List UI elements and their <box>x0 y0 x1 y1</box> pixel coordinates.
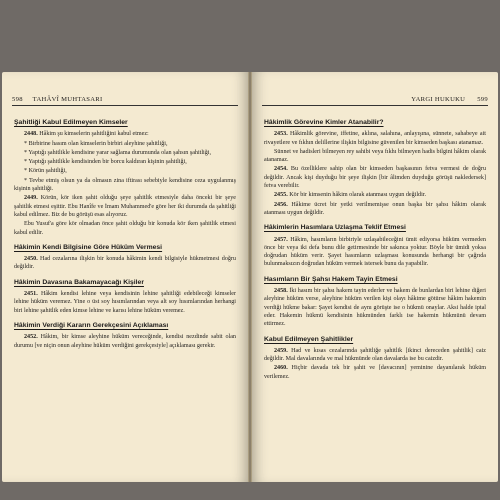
running-head-left: TAHÂVÎ MUHTASARI <box>32 96 103 103</box>
paragraph-text: Hâkim, bir kimse aleyhine hüküm vereceğinde, kendisi nezdinde sabit olan durumu [ve niçin onun aleyhine hüküm verdiğini gerekçesiyle] açıklaması gerekir. <box>14 334 236 349</box>
paragraph <box>264 364 486 381</box>
paragraph-text: Körün, kör iken şahit olduğu şeye şahitlik etmesiyle daha önceki bir şeye şahitlik etmesi eşittir. Ebu Hanîfe ve İmam Muhammed'e göre her iki durumda da şahitliği kabul edilmez. Biz de bu görüşü esas alıyoruz. <box>14 195 236 218</box>
paragraph-text: Had cezalarına ilişkin bir konuda hâkimin kendi bilgisiyle hükmetmesi doğru değildir. <box>14 256 236 271</box>
paragraph-text: Hâkime ücret bir yetki verilmemişse onun başka bir şahsı hâkim olarak atanması uygun değildir. <box>264 201 487 216</box>
paragraph <box>14 177 236 194</box>
paragraph-number: 2455. <box>274 192 288 199</box>
paragraph <box>14 158 236 166</box>
paragraph-text: İki hasım bir şahsı hakem tayin ederler ve hakem de bunlardan biri lehine diğeri aleyhine hüküm verse, aleyhine hüküm verilen kişi olayı hâkime götürse hâkim hakemin verdiği hükme bakar: Şayet kendisi de aynı görüşte ise o hükmü onaylar. Aksi halde iptal eder. Hakemin hükmü kendisinin hükmünden farklı ise hakemin hükmünü devam ettirmez. <box>264 288 486 328</box>
running-head-right: YARGI HUKUKU <box>411 96 466 103</box>
paragraph-number: 2453. <box>274 131 288 138</box>
paragraph-text: Ebu Yusuf'a göre kör olmadan önce şahit olduğu bir konuda kör iken şahitlik etmesi kabul edilir. <box>14 221 236 236</box>
paragraph <box>14 140 236 148</box>
page-number-left: 598 <box>12 96 23 103</box>
paragraph-number: 2458. <box>274 288 288 295</box>
paragraph-text: Sünnet ve hadisleri bilmeyen rey sahibi veya fıkhı bilmeyen hadis bilgini hâkim olarak atanamaz. <box>264 148 486 164</box>
paragraph <box>14 130 236 138</box>
paragraph-text: * Yaptığı şahitlikle kendisinden bir borcu kaldıran kişinin şahitliği, <box>24 159 187 166</box>
open-book <box>2 72 498 492</box>
paragraph <box>264 130 486 147</box>
paragraph <box>14 220 236 237</box>
paragraph <box>14 167 236 175</box>
paragraph-text: * Tevbe etmiş olsun ya da olmasın zina iftirası sebebiyle kendisine ceza uygulanmış kişinin şahitliği. <box>14 177 236 193</box>
paragraph-number: 2460. <box>274 365 288 372</box>
paragraph-text: Hâkimlik görevine, iffetine, aklına, salahına, anlayışına, sünnete, sahabeye ait rivayetlere ve fıkhın delillerine ilişkin bilgisine güvenilen bir kimseden başkası atanamaz. <box>264 131 486 146</box>
header-rule-left <box>12 105 238 106</box>
paragraph-number: 2450. <box>24 256 38 263</box>
paragraph <box>264 236 486 269</box>
paragraph-number: 2456. <box>274 201 288 208</box>
section-heading: Hâkimin Davasına Bakamayacağı Kişiler <box>14 278 144 286</box>
paragraph <box>264 347 486 364</box>
section-heading: Hâkimin Kendi Bilgisine Göre Hüküm Vermesi <box>14 243 163 251</box>
paragraph-text: Kör bir kimsenin hâkim olarak atanması uygun değildir. <box>289 192 426 199</box>
section-heading: Kabul Edilmeyen Şahitlikler <box>264 335 354 343</box>
left-page <box>2 72 248 482</box>
paragraph-text: Hâkim kendisi lehine veya kendisinin lehine şahitliği edebileceği kimseler lehine hüküm veremez. Yine o üst soy hısımlarından veya alt soy hısımlarından herhangi biri lehine şahitlik eden kimse lehine ve karısı lehine hüküm veremez. <box>14 291 236 314</box>
right-running-head <box>262 96 488 103</box>
paragraph <box>264 191 486 199</box>
paragraph <box>264 201 486 218</box>
section-heading: Şahitliği Kabul Edilmeyen Kimseler <box>14 119 128 126</box>
right-page-content <box>264 112 486 382</box>
paragraph-number: 2454. <box>274 166 288 173</box>
paragraph-number: 2457. <box>274 236 288 243</box>
paragraph <box>264 165 486 190</box>
page-number-right: 599 <box>477 96 488 103</box>
paragraph-text: * Birbirine hasım olan kimselerin birbiri aleyhine şahitliği, <box>24 140 168 147</box>
paragraph-text: Hâkim şu kimselerin şahitliğini kabul etmez: <box>39 131 149 138</box>
paragraph <box>14 149 236 157</box>
paragraph <box>14 290 236 315</box>
paragraph-text: * Körün şahitliği, <box>24 168 67 175</box>
paragraph-text: * Yaptığı şahitlikle kendisine yarar sağlama durumunda olan şahsın şahitliği, <box>24 149 212 156</box>
paragraph-text: Hâkim, hasımların birbiriyle uzlaşabileceğini ümit ediyorsa hüküm vermeden önce bir veya iki defa bunu dile getirmesinde bir sakınca yoktur. Böyle bir ümidi yoksa doğrudan hüküm verir. Şayet hasımların uzlaşması konusunda herhangi bir çağrıda bulunmaksızın doğrudan hüküm vermek istersek bunu da yapabilir. <box>264 236 486 268</box>
paragraph-text: Hiçbir davada tek bir şahit ve [davacının] yeminine dayanılarak hüküm verilemez. <box>264 365 486 380</box>
left-page-content <box>14 112 236 351</box>
paragraph <box>14 255 236 272</box>
paragraph-number: 2449. <box>24 195 38 202</box>
section-heading: Hâkimin Verdiği Kararın Gerekçesini Açıklaması <box>14 321 169 329</box>
paragraph-number: 2452. <box>24 334 38 341</box>
paragraph-text: Bu özelliklere sahip olan bir kimseden başkasının fetva vermesi de doğru değildir. Ancak kişi duyduğu bir şeye ilişkin [bir âlimden duyduğu görüşü nakledersek] fetva verebilir. <box>264 166 486 190</box>
paragraph <box>264 287 486 328</box>
paragraph-number: 2448. <box>24 131 38 138</box>
paragraph-text: Had ve kısas cezalarında şahitliğe şahitlik [ikinci dereceden şahitlik] caiz değildir. Mal davalarında ve mal hükmünde olan davalarda ise bu caizdir. <box>264 347 486 363</box>
section-heading: Hâkimlik Görevine Kimler Atanabilir? <box>264 119 384 126</box>
header-rule-right <box>262 105 488 106</box>
left-running-head <box>12 96 238 103</box>
paragraph <box>14 194 236 219</box>
paragraph <box>264 148 486 165</box>
section-heading: Hasımların Bir Şahsı Hakem Tayin Etmesi <box>264 275 398 283</box>
paragraph-number: 2459. <box>274 347 288 354</box>
paragraph-number: 2451. <box>24 291 38 298</box>
right-page <box>252 72 498 482</box>
paragraph <box>14 333 236 350</box>
section-heading: Hâkimlerin Hasımlara Uzlaşma Teklif Etmesi <box>264 224 406 232</box>
